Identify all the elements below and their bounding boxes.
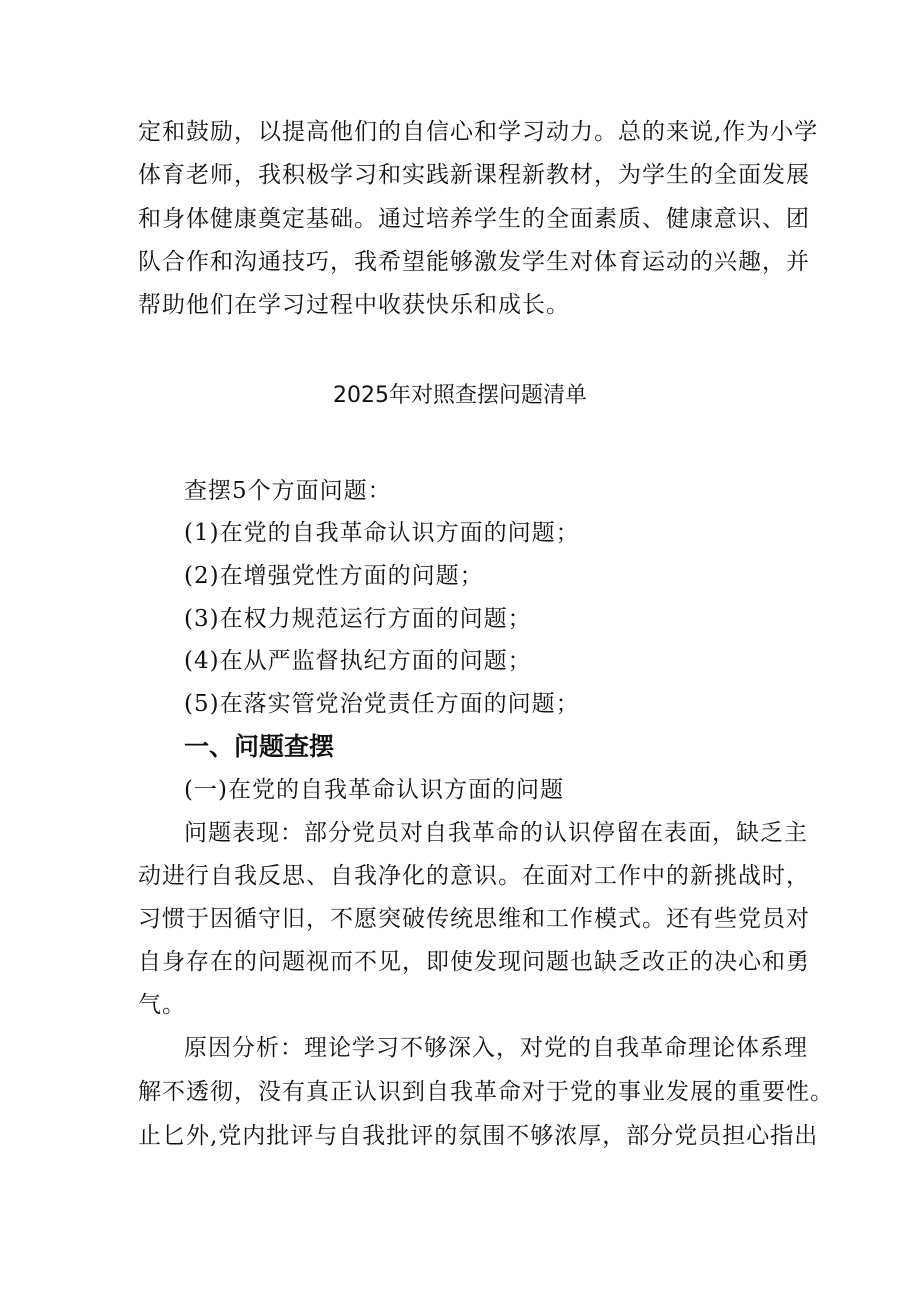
section-heading: 一、问题查摆 xyxy=(184,732,335,761)
problem-line-3: 习惯于因循守旧，不愿突破传统思维和工作模式。还有些党员对 xyxy=(138,906,810,932)
intro-line-3: 和身体健康奠定基础。通过培养学生的全面素质、健康意识、团 xyxy=(138,206,810,232)
problem-line-5: 气。 xyxy=(138,992,186,1018)
cause-line-1: 原因分析：理论学习不够深入，对党的自我革命理论体系理 xyxy=(184,1035,808,1061)
intro-line-2: 体育老师，我积极学习和实践新课程新教材，为学生的全面发展 xyxy=(138,162,810,188)
problem-line-2: 动进行自我反思、自我净化的意识。在面对工作中的新挑战时， xyxy=(138,863,810,889)
list-item: (5)在落实管党治党责任方面的问题； xyxy=(184,691,580,717)
intro-line-1: 定和鼓励，以提高他们的自信心和学习动力。总的来说,作为小学 xyxy=(138,119,819,145)
cause-line-3: 止匕外,党内批评与自我批评的氛围不够浓厚，部分党员担心指出 xyxy=(138,1123,819,1149)
document-title: 2025年对照查摆问题清单 xyxy=(333,383,587,408)
intro-line-5: 帮助他们在学习过程中收获快乐和成长。 xyxy=(138,292,570,318)
list-item: (4)在从严监督执纪方面的问题； xyxy=(184,648,532,674)
list-intro: 查摆5个方面问题： xyxy=(184,478,392,504)
list-item: (3)在权力规范运行方面的问题； xyxy=(184,606,532,632)
subsection-heading: (一)在党的自我革命认识方面的问题 xyxy=(184,777,564,803)
cause-line-2: 解不透彻，没有真正认识到自我革命对于党的事业发展的重要性。 xyxy=(138,1079,834,1105)
list-item: (2)在增强党性方面的问题； xyxy=(184,563,484,589)
intro-line-4: 队合作和沟通技巧，我希望能够激发学生对体育运动的兴趣，并 xyxy=(138,249,810,275)
list-item: (1)在党的自我革命认识方面的问题； xyxy=(184,520,580,546)
problem-line-4: 自身存在的问题视而不见，即使发现问题也缺乏改正的决心和勇 xyxy=(138,949,810,975)
problem-line-1: 问题表现：部分党员对自我革命的认识停留在表面，缺乏主 xyxy=(184,820,808,846)
